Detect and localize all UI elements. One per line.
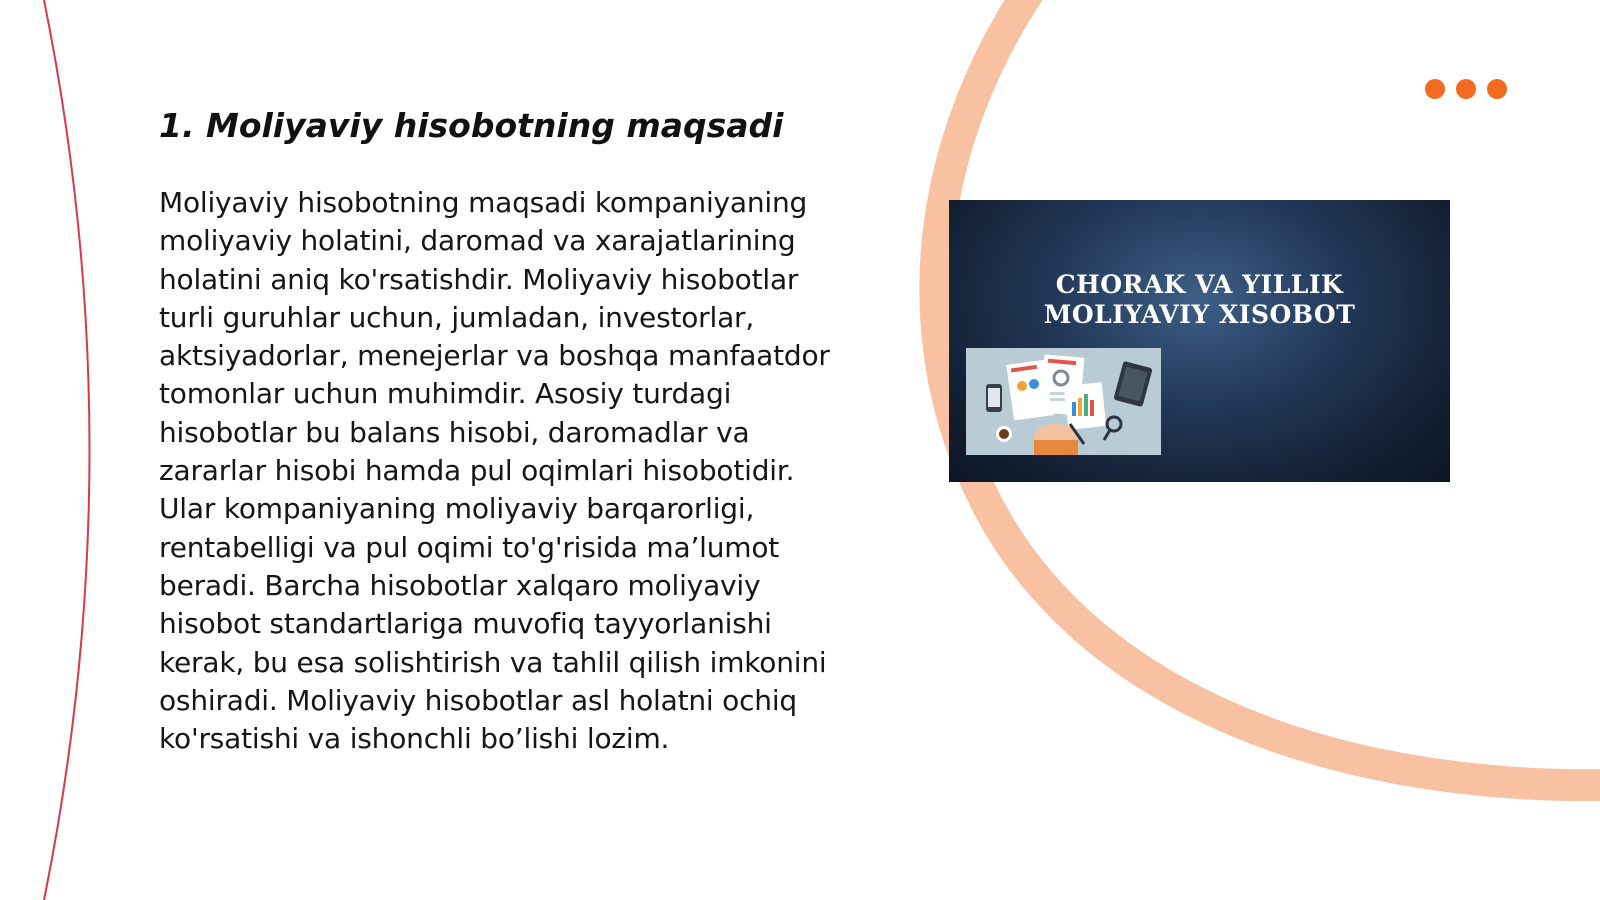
ellipsis-dots-icon [1425, 79, 1507, 99]
dot-3 [1487, 79, 1507, 99]
left-accent-line [44, 0, 90, 900]
phone-icon [986, 384, 1002, 412]
coffee-cup-icon [996, 426, 1012, 442]
slide-title: 1. Moliyaviy hisobotning maqsadi [159, 106, 784, 145]
illustration-art [966, 348, 1161, 455]
report-image-title-line-2: MOLIYAVIY XISOBOT [1043, 300, 1356, 329]
report-image [949, 200, 1450, 482]
report-image-title-line-1: CHORAK VA YILLIK [1055, 270, 1344, 299]
financial-reports-illustration [966, 348, 1161, 455]
dot-1 [1425, 79, 1445, 99]
report-image-title [949, 270, 1450, 330]
dot-2 [1456, 79, 1476, 99]
report-sheet-3 [1064, 382, 1106, 430]
body-paragraph: Moliyaviy hisobotning maqsadi kompaniyaning moliyaviy holatini, daromad va xarajatlarining holatini aniq ko'rsatishdir. Moliyaviy hisobotlar turli guruhlar uchun, jumladan, investorlar, aktsiyadorlar, menejerlar va boshqa manfaatdor tomonlar uchun muhimdir. Asosiy turdagi hisobotlar bu balans hisobi, daromadlar va zararlar hisobi hamda pul oqimlari hisobotidir. Ular kompaniyaning moliyaviy barqarorligi, rentabelligi va pul oqimi to'g'risida ma’lumot beradi. Barcha hisobotlar xalqaro moliyaviy hisobot standartlariga muvofiq tayyorlanishi kerak, bu esa solishtirish va tahlil qilish imkonini oshiradi. Moliyaviy hisobotlar asl holatni ochiq ko'rsatishi va ishonchli bo’lishi lozim. [159, 186, 830, 756]
